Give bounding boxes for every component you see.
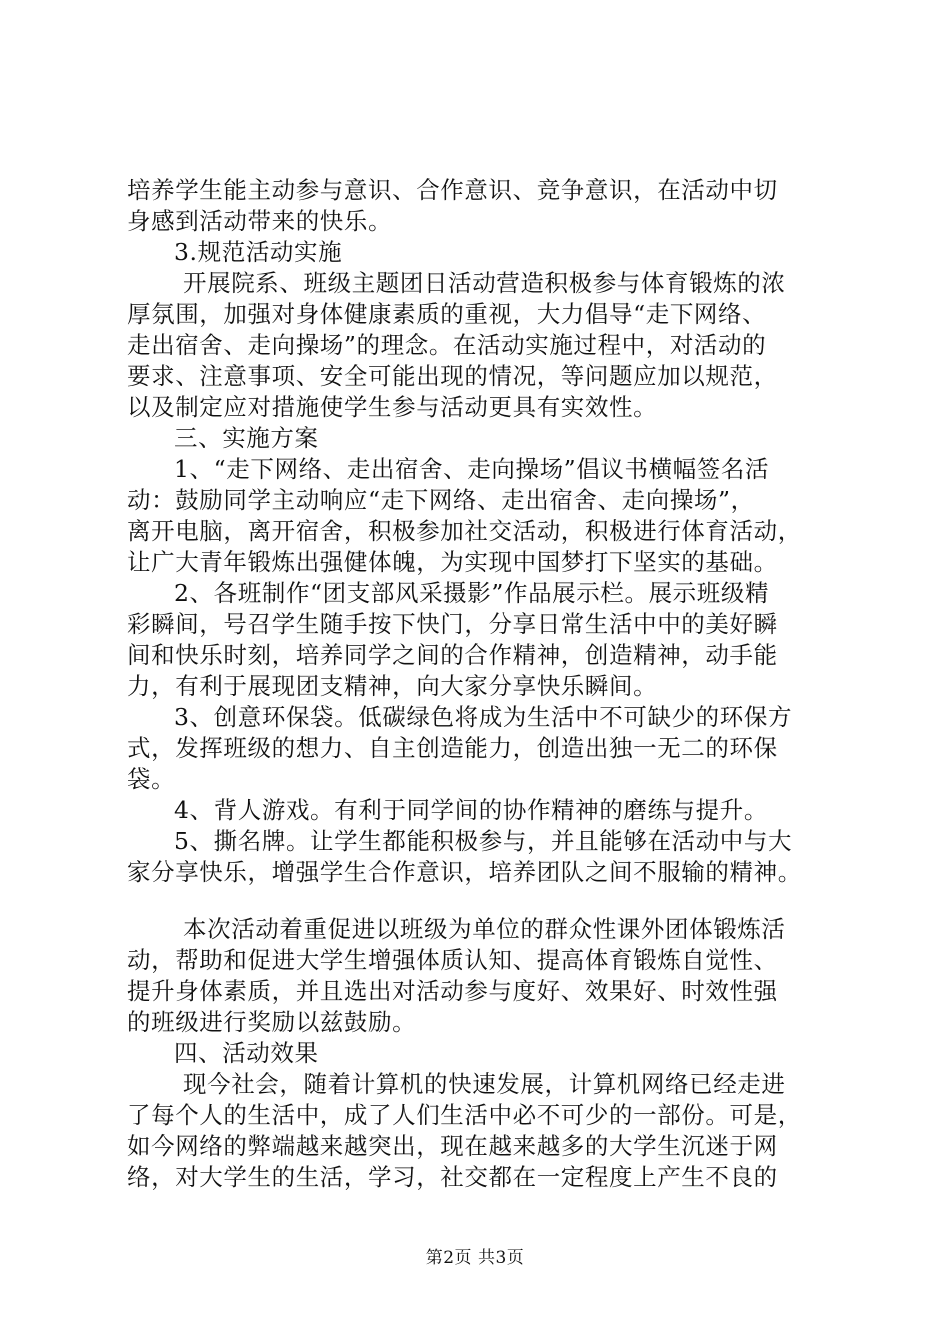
paragraph-gap bbox=[127, 888, 839, 914]
section-heading: 三、实施方案 bbox=[174, 424, 319, 452]
text-line: 身感到活动带来的快乐。 bbox=[127, 207, 393, 235]
text-line: 动：鼓励同学主动响应“走下网络、走出宿舍、走向操场”， bbox=[127, 486, 755, 514]
text-line: 力，有利于展现团支精神，向大家分享快乐瞬间。 bbox=[127, 672, 658, 700]
text-line: 络，对大学生的生活，学习，社交都在一定程度上产生不良的 bbox=[127, 1163, 778, 1191]
text-line: 厚氛围，加强对身体健康素质的重视，大力倡导“走下网络、 bbox=[127, 300, 767, 328]
text-line: 现今社会，随着计算机的快速发展，计算机网络已经走进 bbox=[183, 1070, 786, 1098]
text-line: 本次活动着重促进以班级为单位的群众性课外团体锻炼活 bbox=[183, 915, 786, 943]
document-body bbox=[127, 175, 839, 1193]
text-line: 袋。 bbox=[127, 765, 176, 793]
text-line: 的班级进行奖励以兹鼓励。 bbox=[127, 1008, 417, 1036]
text-line: 了每个人的生活中，成了人们生活中必不可少的一部份。可是， bbox=[127, 1101, 802, 1129]
text-line: 彩瞬间，号召学生随手按下快门，分享日常生活中中的美好瞬 bbox=[127, 610, 778, 638]
text-line: 开展院系、班级主题团日活动营造积极参与体育锻炼的浓 bbox=[183, 269, 786, 297]
page-number-footer: 第2页 共3页 bbox=[425, 1248, 525, 1268]
text-line: 家分享快乐，增强学生合作意识，培养团队之间不服输的精神。 bbox=[127, 858, 802, 886]
text-line: 让广大青年锻炼出强健体魄，为实现中国梦打下坚实的基础。 bbox=[127, 548, 778, 576]
text-line: 间和快乐时刻，培养同学之间的合作精神，创造精神，动手能 bbox=[127, 641, 778, 669]
text-line: 培养学生能主动参与意识、合作意识、竞争意识，在活动中切 bbox=[127, 176, 778, 204]
text-line: 3、创意环保袋。低碳绿色将成为生活中不可缺少的环保方 bbox=[174, 703, 793, 731]
text-line: 要求、注意事项、安全可能出现的情况，等问题应加以规范， bbox=[127, 362, 778, 390]
text-line: 如今网络的弊端越来越突出，现在越来越多的大学生沉迷于网 bbox=[127, 1132, 778, 1160]
text-line: 走出宿舍、走向操场”的理念。在活动实施过程中，对活动的 bbox=[127, 331, 767, 359]
section-heading: 3.规范活动实施 bbox=[174, 238, 343, 266]
text-line: 离开电脑，离开宿舍，积极参加社交活动，积极进行体育活动， bbox=[127, 517, 802, 545]
text-line: 提升身体素质，并且选出对活动参与度好、效果好、时效性强 bbox=[127, 977, 778, 1005]
text-line: 动，帮助和促进大学生增强体质认知、提高体育锻炼自觉性、 bbox=[127, 946, 778, 974]
text-line: 4、背人游戏。有利于同学间的协作精神的磨练与提升。 bbox=[174, 796, 768, 824]
text-line: 式，发挥班级的想力、自主创造能力，创造出独一无二的环保 bbox=[127, 734, 778, 762]
section-heading: 四、活动效果 bbox=[174, 1039, 319, 1067]
text-line: 5、撕名牌。让学生都能积极参与，并且能够在活动中与大 bbox=[174, 827, 793, 855]
text-line: 以及制定应对措施使学生参与活动更具有实效性。 bbox=[127, 393, 658, 421]
text-line: 1、“走下网络、走出宿舍、走向操场”倡议书横幅签名活 bbox=[174, 455, 770, 483]
text-line: 2、各班制作“团支部风采摄影”作品展示栏。展示班级精 bbox=[174, 579, 770, 607]
